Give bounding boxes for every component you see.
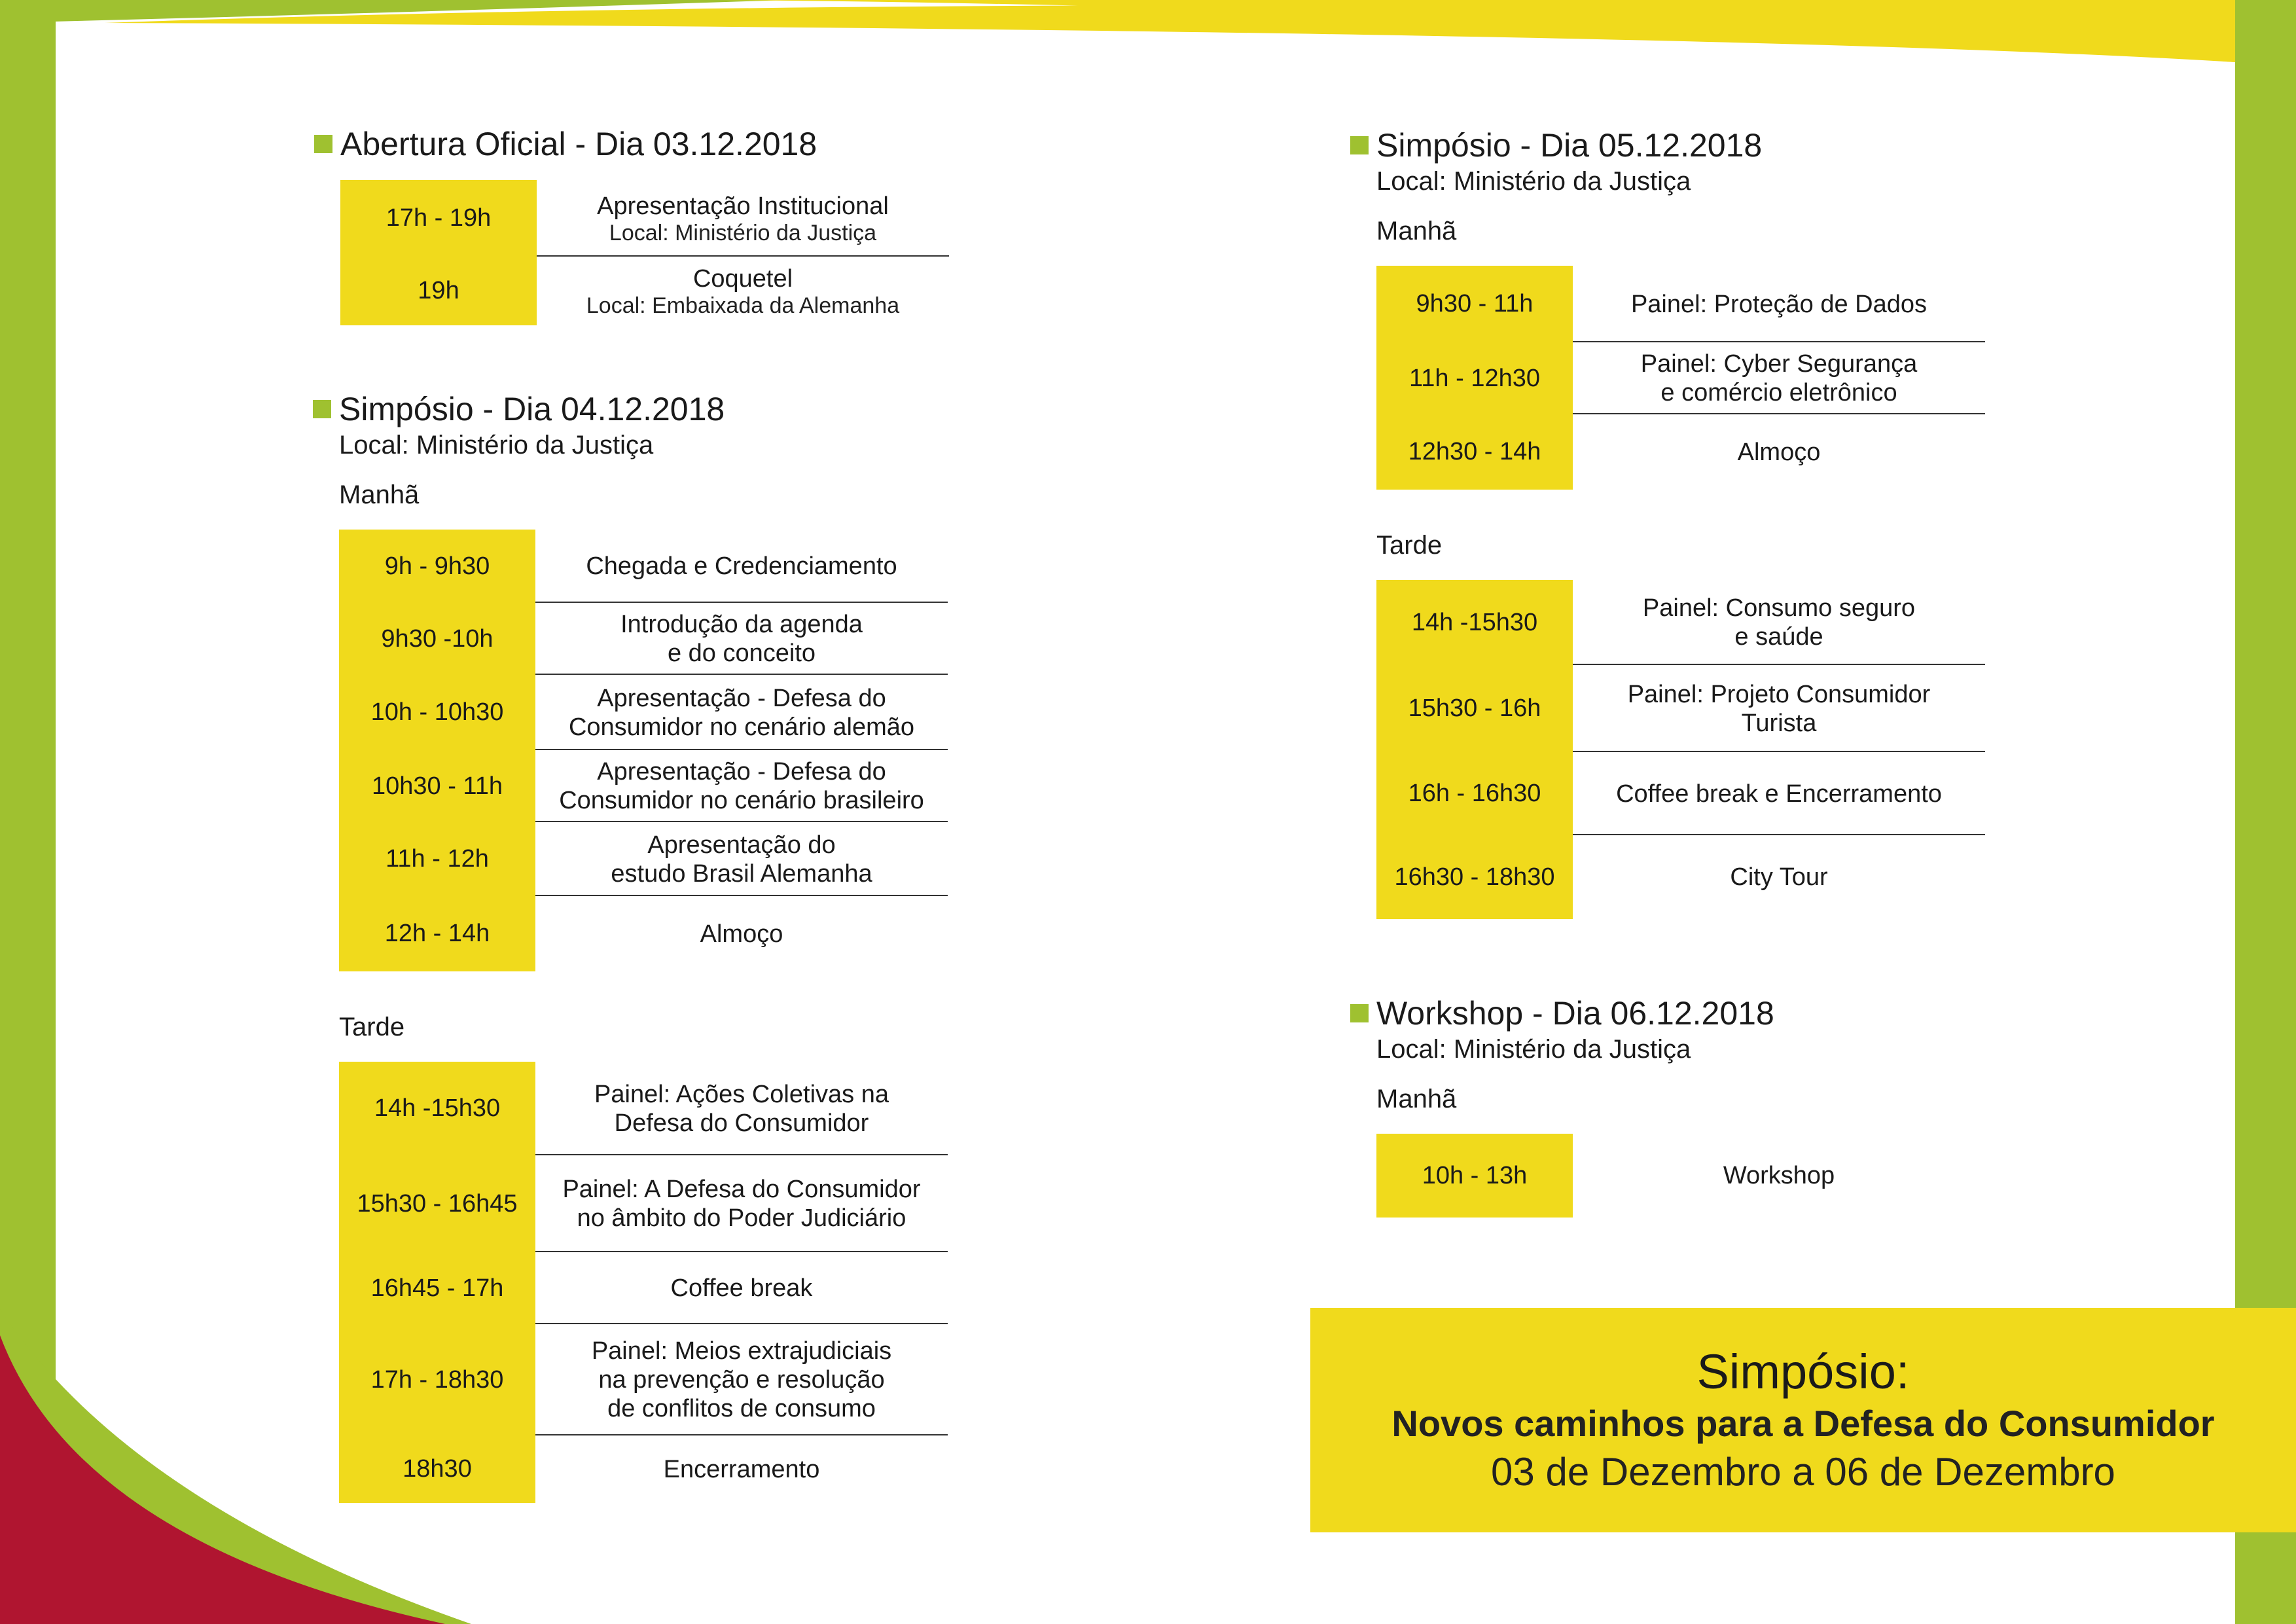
banner-dates: 03 de Dezembro a 06 de Dezembro — [1491, 1449, 2115, 1494]
schedule-row — [340, 180, 949, 257]
manha-label: Manhã — [339, 480, 420, 509]
event-cell: Painel: Meios extrajudiciais na prevenção e resolução de conflitos de consumo — [591, 1337, 892, 1422]
event-cell: Painel: Projeto Consumidor Turista — [1627, 680, 1931, 737]
time-cell: 16h45 - 17h — [339, 1252, 535, 1324]
time-cell: 11h - 12h30 — [1376, 342, 1573, 414]
time-cell: 9h30 -10h — [339, 603, 535, 675]
manha-label: Manhã — [1376, 1085, 1457, 1113]
time-cell: 15h30 - 16h — [1376, 665, 1573, 752]
time-cell: 10h - 13h — [1376, 1134, 1573, 1218]
event-title: Coquetel — [692, 264, 793, 293]
event-cell: Workshop — [1723, 1162, 1835, 1189]
event-cell: City Tour — [1730, 863, 1828, 891]
schedule-row — [1376, 580, 1985, 665]
time-cell: 17h - 18h30 — [339, 1324, 535, 1435]
abertura-schedule — [340, 180, 949, 325]
schedule-row — [339, 1435, 948, 1503]
time-cell: 18h30 — [339, 1435, 535, 1503]
schedule-row — [339, 750, 948, 822]
schedule-row — [339, 896, 948, 971]
square-bullet-icon — [1350, 1004, 1369, 1022]
simposio-05-local: Local: Ministério da Justiça — [1376, 167, 1691, 196]
simposio-04-local: Local: Ministério da Justiça — [339, 431, 654, 460]
time-cell: 16h30 - 18h30 — [1376, 835, 1573, 919]
event-cell: Almoço — [1737, 438, 1821, 466]
event-cell: Painel: Ações Coletivas na Defesa do Consumidor — [594, 1080, 889, 1137]
schedule-row — [1376, 665, 1985, 752]
event-cell: Chegada e Credenciamento — [586, 552, 897, 580]
event-cell: Painel: Proteção de Dados — [1630, 290, 1928, 318]
simposio-04-title: Simpósio - Dia 04.12.2018 — [339, 389, 948, 429]
time-cell: 17h - 19h — [340, 180, 537, 257]
workshop-title: Workshop - Dia 06.12.2018 — [1376, 994, 1985, 1033]
event-cell: Introdução da agenda e do conceito — [620, 611, 863, 667]
simposio-05-tarde-schedule — [1376, 580, 1985, 919]
schedule-row — [339, 675, 948, 750]
simposio-04-manha-schedule — [339, 530, 948, 971]
schedule-row — [1376, 752, 1985, 835]
time-cell: 14h -15h30 — [1376, 580, 1573, 665]
event-title: Apresentação Institucional — [597, 192, 889, 220]
schedule-row — [1376, 266, 1985, 342]
schedule-row — [339, 1324, 948, 1435]
schedule-row — [339, 603, 948, 675]
simposio-05-title: Simpósio - Dia 05.12.2018 — [1376, 126, 1985, 165]
schedule-row — [339, 1155, 948, 1252]
event-cell — [537, 257, 949, 325]
schedule-row — [1376, 342, 1985, 414]
section-simposio-05 — [1376, 126, 1985, 919]
workshop-local: Local: Ministério da Justiça — [1376, 1035, 1691, 1064]
event-location: Local: Ministério da Justiça — [609, 220, 877, 245]
time-cell: 19h — [340, 257, 537, 325]
simposio-05-manha-schedule — [1376, 266, 1985, 490]
event-cell: Apresentação do estudo Brasil Alemanha — [611, 831, 872, 888]
schedule-row — [1376, 414, 1985, 490]
manha-label: Manhã — [1376, 217, 1457, 245]
event-location: Local: Embaixada da Alemanha — [586, 293, 900, 318]
schedule-row — [339, 1252, 948, 1324]
square-bullet-icon — [314, 135, 332, 153]
time-cell: 16h - 16h30 — [1376, 752, 1573, 835]
event-cell: Coffee break — [670, 1274, 813, 1302]
workshop-schedule — [1376, 1134, 1985, 1218]
schedule-row — [340, 257, 949, 325]
time-cell: 14h -15h30 — [339, 1062, 535, 1155]
time-cell: 12h - 14h — [339, 896, 535, 971]
square-bullet-icon — [313, 400, 331, 418]
time-cell: 12h30 - 14h — [1376, 414, 1573, 490]
simposio-04-tarde-schedule — [339, 1062, 948, 1503]
time-cell: 9h30 - 11h — [1376, 266, 1573, 342]
time-cell: 9h - 9h30 — [339, 530, 535, 603]
event-cell — [537, 180, 949, 257]
event-cell: Apresentação - Defesa do Consumidor no cenário brasileiro — [559, 758, 924, 814]
schedule-row — [339, 822, 948, 896]
section-simposio-04 — [339, 389, 948, 1503]
event-banner — [1310, 1308, 2296, 1532]
schedule-row — [339, 1062, 948, 1155]
event-cell: Encerramento — [663, 1455, 820, 1483]
time-cell: 15h30 - 16h45 — [339, 1155, 535, 1252]
abertura-title: Abertura Oficial - Dia 03.12.2018 — [340, 124, 949, 164]
section-abertura — [340, 124, 949, 325]
time-cell: 10h - 10h30 — [339, 675, 535, 750]
time-cell: 11h - 12h — [339, 822, 535, 896]
schedule-row — [339, 530, 948, 603]
banner-title: Simpósio: — [1696, 1344, 1910, 1399]
event-cell: Apresentação - Defesa do Consumidor no cenário alemão — [568, 684, 915, 741]
tarde-label: Tarde — [339, 1013, 405, 1041]
event-cell: Painel: A Defesa do Consumidor no âmbito do Poder Judiciário — [562, 1176, 921, 1232]
banner-subtitle: Novos caminhos para a Defesa do Consumidor — [1391, 1402, 2215, 1444]
event-cell: Painel: Consumo seguro e saúde — [1642, 594, 1916, 651]
schedule-row — [1376, 1134, 1985, 1218]
tarde-label: Tarde — [1376, 531, 1443, 560]
square-bullet-icon — [1350, 136, 1369, 154]
section-workshop — [1376, 994, 1985, 1218]
schedule-row — [1376, 835, 1985, 919]
time-cell: 10h30 - 11h — [339, 750, 535, 822]
event-cell: Coffee break e Encerramento — [1616, 780, 1942, 808]
event-cell: Almoço — [700, 920, 783, 948]
event-cell: Painel: Cyber Segurança e comércio eletrônico — [1640, 350, 1918, 406]
